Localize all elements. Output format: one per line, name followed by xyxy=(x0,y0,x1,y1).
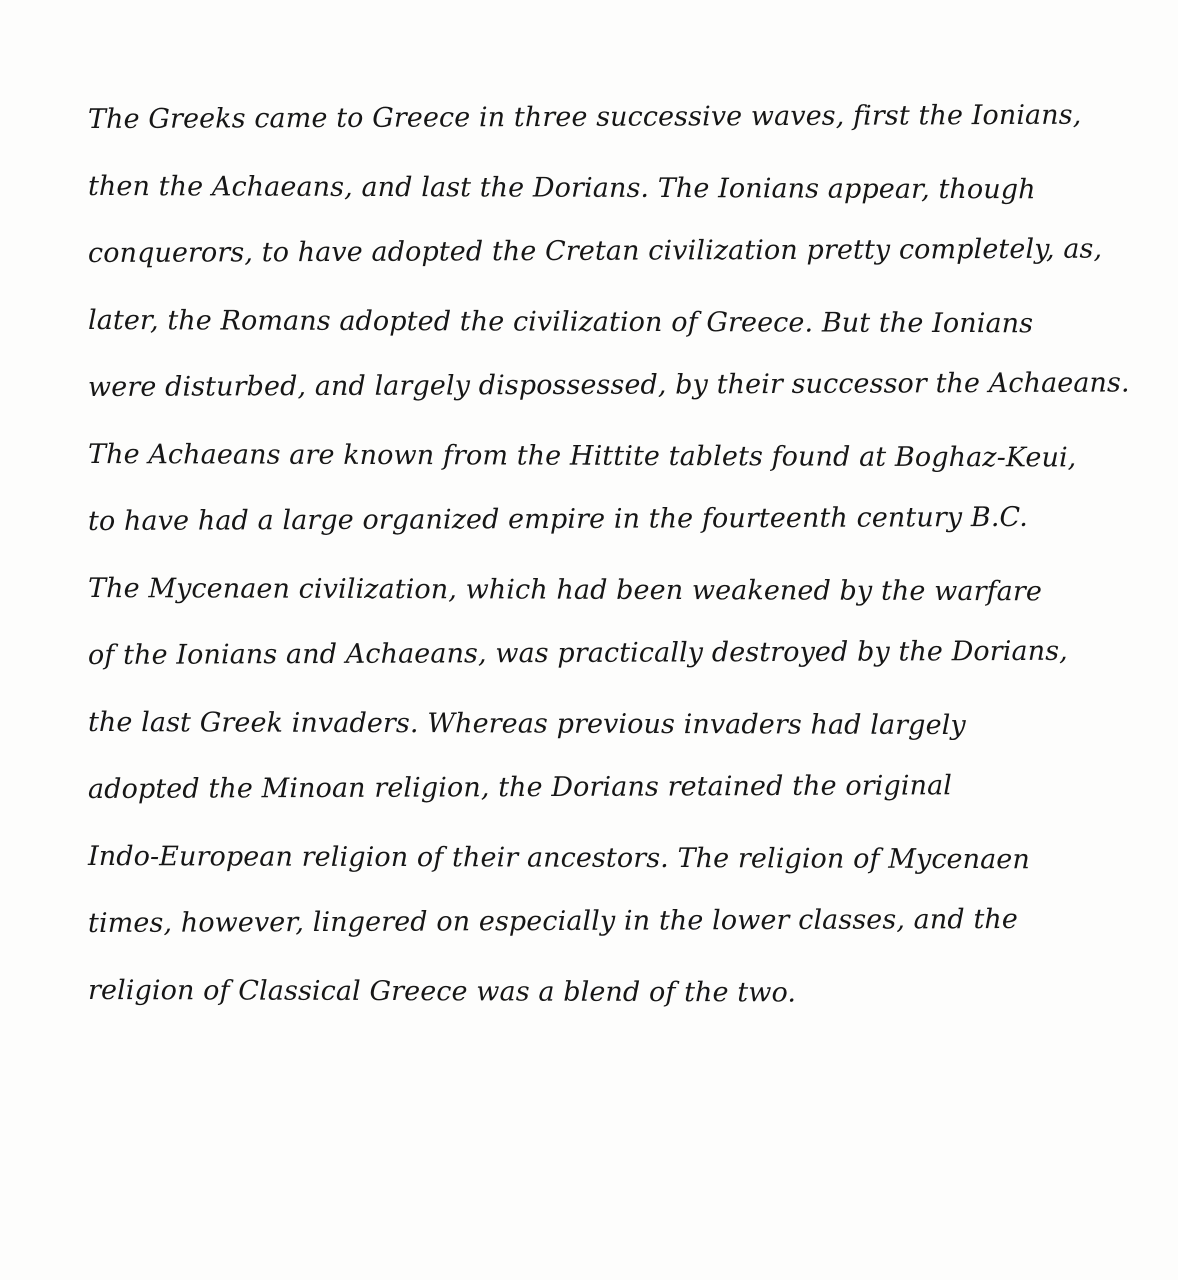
text-line: the last Greek invaders. Whereas previous invaders had largely xyxy=(87,707,966,742)
text-line: later, the Romans adopted the civilization of Greece. But the Ionians xyxy=(87,305,1034,340)
text-line: times, however, lingered on especially in the lower classes, and the xyxy=(87,903,1018,939)
text-line: Indo-European religion of their ancestors. The religion of Mycenaen xyxy=(87,841,1030,876)
text-line: then the Achaeans, and last the Dorians. The Ionians appear, though xyxy=(87,171,1036,206)
text-line: religion of Classical Greece was a blend of the two. xyxy=(87,975,797,1009)
text-line: to have had a large organized empire in the fourteenth century B.C. xyxy=(87,501,1029,537)
handwritten-text xyxy=(88,86,1148,1024)
text-line: adopted the Minoan religion, the Dorians retained the original xyxy=(87,770,953,805)
text-line: The Mycenaen civilization, which had been weakened by the warfare xyxy=(87,573,1043,608)
text-line: conquerors, to have adopted the Cretan civilization pretty completely, as, xyxy=(87,233,1103,269)
text-line: were disturbed, and largely dispossessed, by their successor the Achaeans. xyxy=(87,367,1130,403)
text-line: The Greeks came to Greece in three successive waves, first the Ionians, xyxy=(87,99,1082,135)
text-line: of the Ionians and Achaeans, was practically destroyed by the Dorians, xyxy=(87,635,1068,671)
text-line: The Achaeans are known from the Hittite tablets found at Boghaz-Keui, xyxy=(87,439,1077,474)
